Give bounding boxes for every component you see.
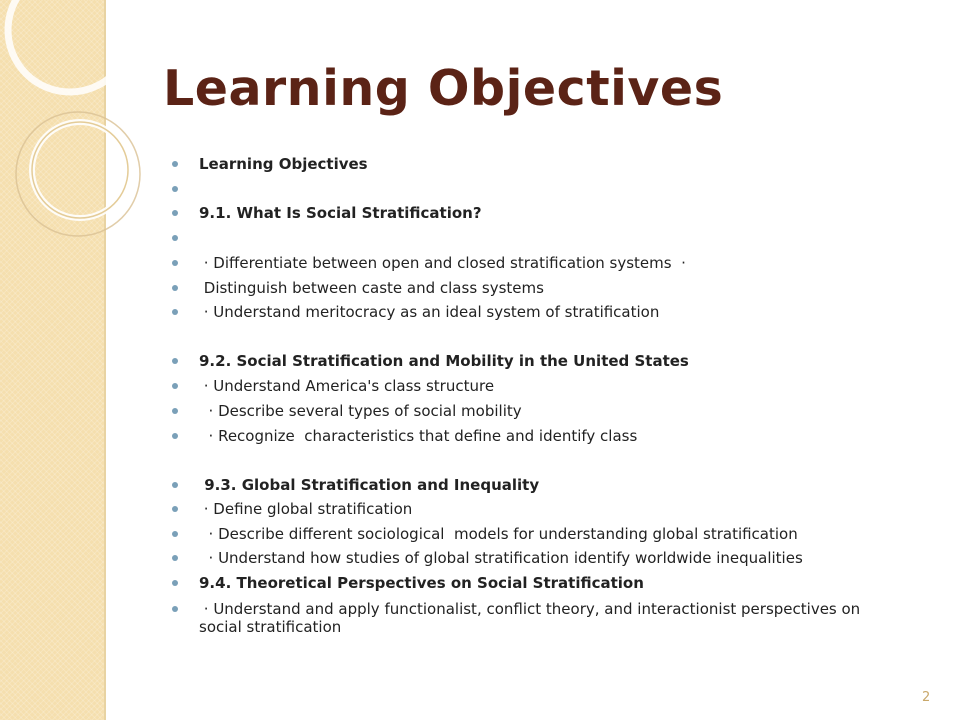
bullet-item — [172, 279, 862, 297]
bullet-text: 9.4. Theoretical Perspectives on Social Stratification — [199, 574, 644, 592]
bullet-dot-icon — [172, 186, 178, 192]
bullet-item — [172, 402, 862, 420]
bullet-dot-icon — [172, 210, 178, 216]
bullet-text: Learning Objectives — [199, 155, 368, 173]
bullet-item — [172, 500, 862, 518]
bullet-dot-icon — [172, 383, 178, 389]
bullet-dot-icon — [172, 161, 178, 167]
bullet-text: · Differentiate between open and closed stratification systems · — [199, 254, 691, 272]
bullet-item — [172, 254, 862, 272]
bullet-text: 9.2. Social Stratification and Mobility in the United States — [199, 352, 689, 370]
bullet-item — [172, 352, 862, 370]
bullet-item — [172, 427, 862, 445]
bullet-dot-icon — [172, 408, 178, 414]
decorative-side-panel — [0, 0, 106, 720]
bullet-dot-icon — [172, 285, 178, 291]
bullet-dot-icon — [172, 358, 178, 364]
bullet-text: · Define global stratification — [199, 500, 413, 518]
bullet-item — [172, 377, 862, 395]
bullet-dot-icon — [172, 235, 178, 241]
bullet-text: · Understand and apply functionalist, conflict theory, and interactionist perspectives on social stratification — [199, 600, 865, 636]
bullet-text: · Understand America's class structure — [199, 377, 495, 395]
slide-number: 2 — [922, 690, 931, 705]
bullet-text: · Understand how studies of global stratification identify worldwide inequalities — [199, 549, 803, 567]
bullet-item — [172, 549, 862, 567]
bullet-dot-icon — [172, 606, 178, 612]
bullet-dot-icon — [172, 433, 178, 439]
bullet-dot-icon — [172, 531, 178, 537]
bullet-text: · Describe different sociological models for understanding global stratification — [199, 525, 798, 543]
bullet-item — [172, 204, 862, 222]
bullet-item — [172, 476, 862, 494]
bullet-dot-icon — [172, 260, 178, 266]
bullet-dot-icon — [172, 482, 178, 488]
bullet-item — [172, 525, 862, 543]
bullet-item — [172, 574, 862, 592]
bullet-item — [172, 600, 865, 636]
slide-title: Learning Objectives — [163, 60, 724, 117]
bullet-text: Distinguish between caste and class systems — [199, 279, 544, 297]
bullet-text: · Recognize characteristics that define and identify class — [199, 427, 638, 445]
bullet-text: 9.3. Global Stratification and Inequality — [199, 476, 540, 494]
bullet-text: · Describe several types of social mobility — [199, 402, 522, 420]
bullet-item — [172, 303, 862, 321]
bullet-dot-icon — [172, 506, 178, 512]
bullet-dot-icon — [172, 555, 178, 561]
bullet-text: 9.1. What Is Social Stratification? — [199, 204, 482, 222]
bullet-text: · Understand meritocracy as an ideal system of stratification — [199, 303, 660, 321]
bullet-dot-icon — [172, 580, 178, 586]
bullet-dot-icon — [172, 309, 178, 315]
bullet-item — [172, 155, 862, 173]
